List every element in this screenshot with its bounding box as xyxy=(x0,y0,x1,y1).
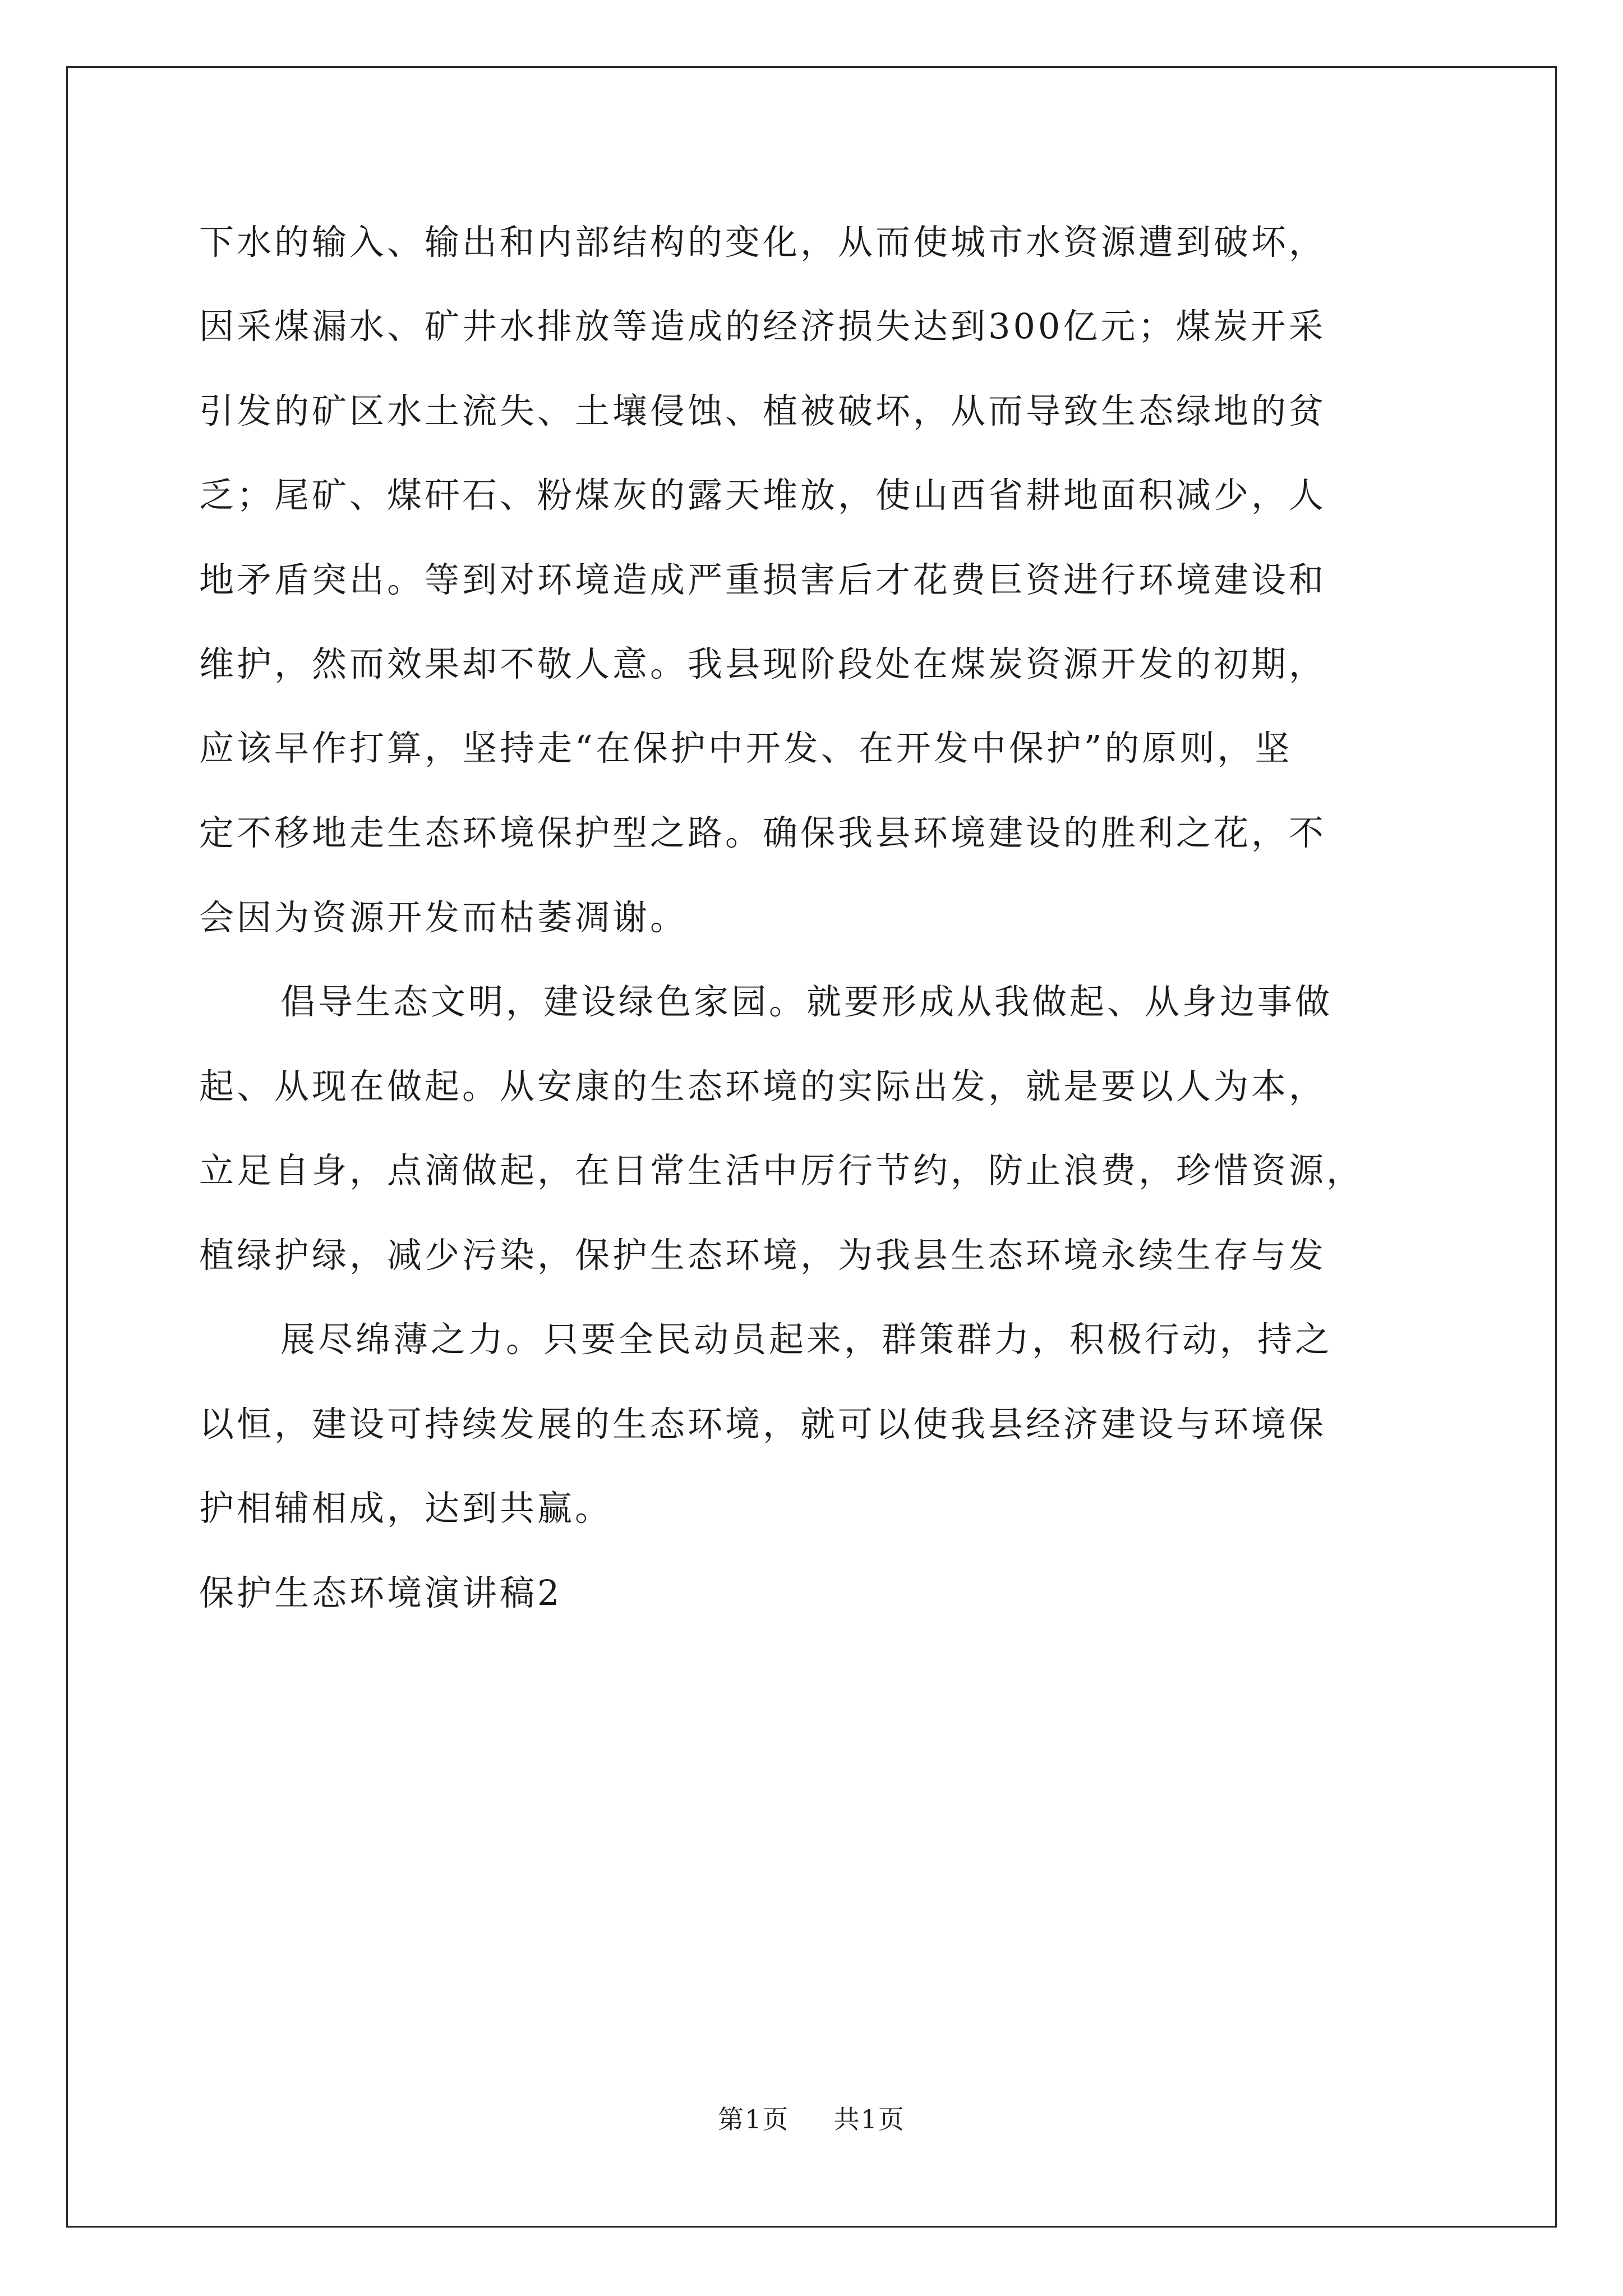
body-text-line: 维护，然而效果却不敬人意。我县现阶段处在煤炭资源开发的初期， xyxy=(199,643,1327,684)
page-number-total: 共1页 xyxy=(833,2104,905,2134)
body-text-line: 会因为资源开发而枯萎凋谢。 xyxy=(199,897,688,938)
page-number-current: 第1页 xyxy=(718,2104,790,2134)
body-text-line: 展尽绵薄之力。只要全民动员起来，群策群力，积极行动，持之 xyxy=(280,1319,1333,1360)
body-text-line: 起、从现在做起。从安康的生态环境的实际出发，就是要以人为本， xyxy=(199,1066,1327,1107)
body-text-line: 应该早作打算，坚持走“在保护中开发、在开发中保护”的原则，坚 xyxy=(199,728,1293,769)
body-text-line: 地矛盾突出。等到对环境造成严重损害后才花费巨资进行环境建设和 xyxy=(199,559,1327,600)
section-heading: 保护生态环境演讲稿2 xyxy=(199,1572,562,1613)
body-text-line: 以恒，建设可持续发展的生态环境，就可以使我县经济建设与环境保 xyxy=(199,1404,1327,1444)
body-text-line: 定不移地走生态环境保护型之路。确保我县环境建设的胜利之花，不 xyxy=(199,812,1327,853)
body-text-line: 倡导生态文明，建设绿色家园。就要形成从我做起、从身边事做 xyxy=(280,981,1333,1022)
body-text-line: 护相辅相成，达到共赢。 xyxy=(199,1488,613,1529)
body-text-line: 下水的输入、输出和内部结构的变化，从而使城市水资源遭到破坏， xyxy=(199,222,1327,263)
body-text-line: 引发的矿区水土流失、土壤侵蚀、植被破坏，从而导致生态绿地的贫 xyxy=(199,390,1327,431)
body-text-line: 因采煤漏水、矿井水排放等造成的经济损失达到300亿元；煤炭开采 xyxy=(199,306,1326,347)
body-text-line: 乏；尾矿、煤矸石、粉煤灰的露天堆放，使山西省耕地面积减少，人 xyxy=(199,475,1327,516)
page-footer xyxy=(0,2102,1623,2136)
body-text-line: 植绿护绿，减少污染，保护生态环境，为我县生态环境永续生存与发 xyxy=(199,1235,1327,1276)
body-text-line: 立足自身，点滴做起，在日常生活中厉行节约，防止浪费，珍惜资源， xyxy=(199,1150,1364,1191)
